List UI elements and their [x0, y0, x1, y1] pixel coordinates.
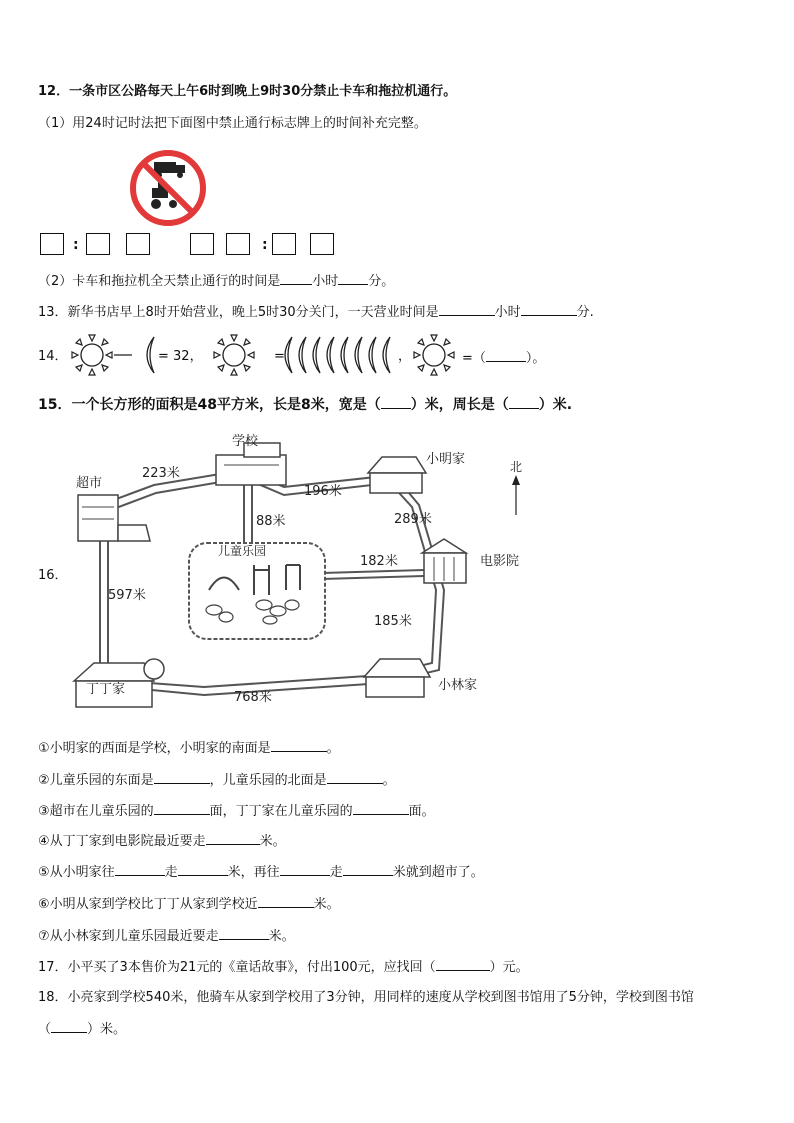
q16-map — [64, 425, 544, 725]
q14-eq3-text: =（ — [462, 351, 486, 366]
sun-icon — [72, 335, 112, 375]
q14-eq1 — [158, 348, 203, 366]
time-box-2[interactable] — [86, 233, 110, 255]
q14-eq-sign: = — [274, 349, 285, 364]
xiaolin-house-icon — [364, 659, 430, 697]
q16-item-6-text-a: ⑥小明从家到学校比丁丁从家到学校近 — [38, 897, 258, 912]
supermarket-building-icon — [78, 495, 150, 541]
q12-sub2-text-b: 小时 — [312, 274, 339, 289]
time-box-7[interactable] — [310, 233, 334, 255]
label-dingding-home: 丁丁家 — [86, 682, 126, 697]
label-park: 儿童乐园 — [218, 544, 267, 558]
q18-blank[interactable] — [51, 1019, 87, 1033]
q15-text-a: 15．一个长方形的面积是48平方米，长是8米，宽是（ — [38, 397, 381, 413]
label-north: 北 — [510, 460, 523, 474]
q12-sub2-text-c: 分。 — [368, 274, 395, 289]
q16-item-1 — [38, 738, 340, 758]
q16-item-3 — [38, 801, 435, 821]
q16-item-7 — [38, 926, 295, 946]
q16-item-6-text-b: 米。 — [313, 897, 340, 912]
q16-item-2 — [38, 770, 396, 790]
q18-text-a: 18．小亮家到学校540米，他骑车从家到学校用了3分钟，用同样的速度从学校到图书馆用了5分钟，学校到图书馆 — [38, 990, 694, 1005]
time-box-4[interactable] — [190, 233, 214, 255]
q16-item-5-blank-2[interactable] — [178, 862, 228, 876]
q17-text-a: 17．小平买了3本售价为21元的《童话故事》，付出100元，应找回（ — [38, 960, 436, 975]
q12-sub2 — [38, 271, 394, 291]
label-d-xm-cinema: 289米 — [394, 512, 432, 527]
q15-text-b: ）米，周长是（ — [410, 397, 509, 413]
q16-item-4 — [38, 831, 286, 851]
q16-item-7-blank[interactable] — [219, 926, 269, 940]
q16-item-1-text-b: 。 — [326, 741, 340, 756]
q16-item-1-text-a: ①小明家的西面是学校，小明家的南面是 — [38, 741, 271, 756]
q14-eq1-text: = 32， — [158, 349, 203, 364]
q17-blank[interactable] — [436, 957, 490, 971]
q14-eq4-text: ）。 — [525, 351, 546, 366]
q15-blank-width[interactable] — [381, 395, 411, 409]
q13-text-a: 13．新华书店早上8时开始营业，晚上5时30分关门，一天营业时间是 — [38, 305, 439, 320]
q16-item-2-text-c: 。 — [382, 773, 396, 788]
time-colon-1: : — [73, 237, 79, 253]
label-d-cinema-xl: 185米 — [374, 614, 412, 629]
label-supermarket: 超市 — [76, 476, 103, 491]
school-building-icon — [216, 443, 286, 485]
q17 — [38, 957, 529, 977]
label-xiaolin-home: 小林家 — [438, 678, 478, 693]
q18-text-b: （ — [38, 1022, 52, 1037]
q14-eq2 — [398, 348, 411, 366]
q16-item-1-blank[interactable] — [271, 738, 327, 752]
q16-item-5-blank-1[interactable] — [115, 862, 165, 876]
q12-sub1 — [38, 115, 427, 133]
time-box-1[interactable] — [40, 233, 64, 255]
time-box-3[interactable] — [126, 233, 150, 255]
cinema-building-icon — [422, 539, 466, 583]
q16-item-7-text-b: 米。 — [268, 929, 295, 944]
moon-icon — [341, 337, 348, 373]
moon-icon — [299, 337, 306, 373]
label-d-super-dd: 597米 — [108, 588, 146, 603]
xiaoming-house-icon — [368, 457, 426, 493]
q16-item-5 — [38, 862, 484, 882]
q16-item-5-text-a: ⑤从小明家往 — [38, 865, 115, 880]
q18-line-1 — [38, 989, 694, 1007]
q16-item-2-blank-1[interactable] — [154, 770, 210, 784]
q16-item-5-text-e: 米就到超市了。 — [392, 865, 484, 880]
q12-sub2-text-a: （2）卡车和拖拉机全天禁止通行的时间是 — [38, 274, 281, 289]
label-d-school-xm: 196米 — [304, 484, 342, 499]
label-d-school-park: 88米 — [256, 514, 286, 529]
q16-item-3-blank-1[interactable] — [154, 801, 210, 815]
moon-icon — [355, 337, 362, 373]
q14-num-text: 14． — [38, 349, 68, 364]
label-d-super-school: 223米 — [142, 466, 180, 481]
no-trucks-sign-icon — [128, 148, 208, 228]
q16-item-2-blank-2[interactable] — [327, 770, 383, 784]
q16-item-3-blank-2[interactable] — [353, 801, 409, 815]
label-d-park-cinema: 182米 — [360, 554, 398, 569]
q14-blank[interactable] — [486, 348, 526, 362]
label-cinema: 电影院 — [480, 554, 520, 569]
q15-text-c: ）米. — [538, 397, 573, 413]
q16-item-4-text-b: 米。 — [259, 834, 286, 849]
q16-item-3-text-a: ③超市在儿童乐园的 — [38, 804, 154, 819]
q15-blank-perimeter[interactable] — [509, 395, 539, 409]
q16-item-3-text-c: 面。 — [408, 804, 435, 819]
q15 — [38, 395, 572, 414]
moon-icon — [147, 337, 154, 373]
q14-eq3 — [462, 348, 545, 368]
q12-blank-minutes[interactable] — [338, 271, 368, 285]
q14-eq2-text: ， — [398, 349, 412, 364]
moon-icon — [313, 337, 320, 373]
q12-blank-hours[interactable] — [280, 271, 312, 285]
q13-text-b: 小时 — [494, 305, 521, 320]
q13 — [38, 302, 594, 322]
moon-icon — [285, 337, 292, 373]
q16-item-6-blank[interactable] — [258, 894, 314, 908]
time-box-5[interactable] — [226, 233, 250, 255]
q16-num-text: 16． — [38, 568, 68, 583]
q16-item-2-text-a: ②儿童乐园的东面是 — [38, 773, 154, 788]
moon-icon — [369, 337, 376, 373]
q16-item-5-blank-3[interactable] — [280, 862, 330, 876]
q18-line-2 — [38, 1019, 126, 1039]
q16-item-5-blank-4[interactable] — [343, 862, 393, 876]
q12-stem — [38, 83, 456, 101]
sun-icon — [214, 335, 254, 375]
q17-text-b: ）元。 — [489, 960, 529, 975]
q13-blank-minutes[interactable] — [521, 302, 577, 316]
q12-sub1-text: （1）用24时记时法把下面图中禁止通行标志牌上的时间补充完整。 — [38, 116, 427, 131]
q16-item-2-text-b: ，儿童乐园的北面是 — [209, 773, 327, 788]
label-d-dd-xl: 768米 — [234, 690, 272, 705]
q16-item-4-text-a: ④从丁丁家到电影院最近要走 — [38, 834, 206, 849]
q16-item-7-text-a: ⑦从小林家到儿童乐园最近要走 — [38, 929, 219, 944]
q13-blank-hours[interactable] — [439, 302, 495, 316]
moon-icon — [327, 337, 334, 373]
q12-stem-text: 12．一条市区公路每天上午6时到晚上9时30分禁止卡车和拖拉机通行。 — [38, 84, 457, 99]
q16-item-3-text-b: 面，丁丁家在儿童乐园的 — [209, 804, 353, 819]
label-school: 学校 — [232, 434, 259, 449]
q18-text-c: ）米。 — [87, 1022, 127, 1037]
label-xiaoming-home: 小明家 — [426, 452, 466, 467]
q13-text-c: 分. — [576, 305, 594, 320]
q16-item-6 — [38, 894, 340, 914]
q16-item-5-text-c: 米，再往 — [227, 865, 280, 880]
time-colon-2: : — [262, 237, 268, 253]
q16-item-5-text-d: 走 — [329, 865, 343, 880]
sun-icon — [414, 335, 454, 375]
q16-item-5-text-b: 走 — [164, 865, 178, 880]
time-box-6[interactable] — [272, 233, 296, 255]
moon-icon — [383, 337, 390, 373]
q16-item-4-blank[interactable] — [206, 831, 260, 845]
